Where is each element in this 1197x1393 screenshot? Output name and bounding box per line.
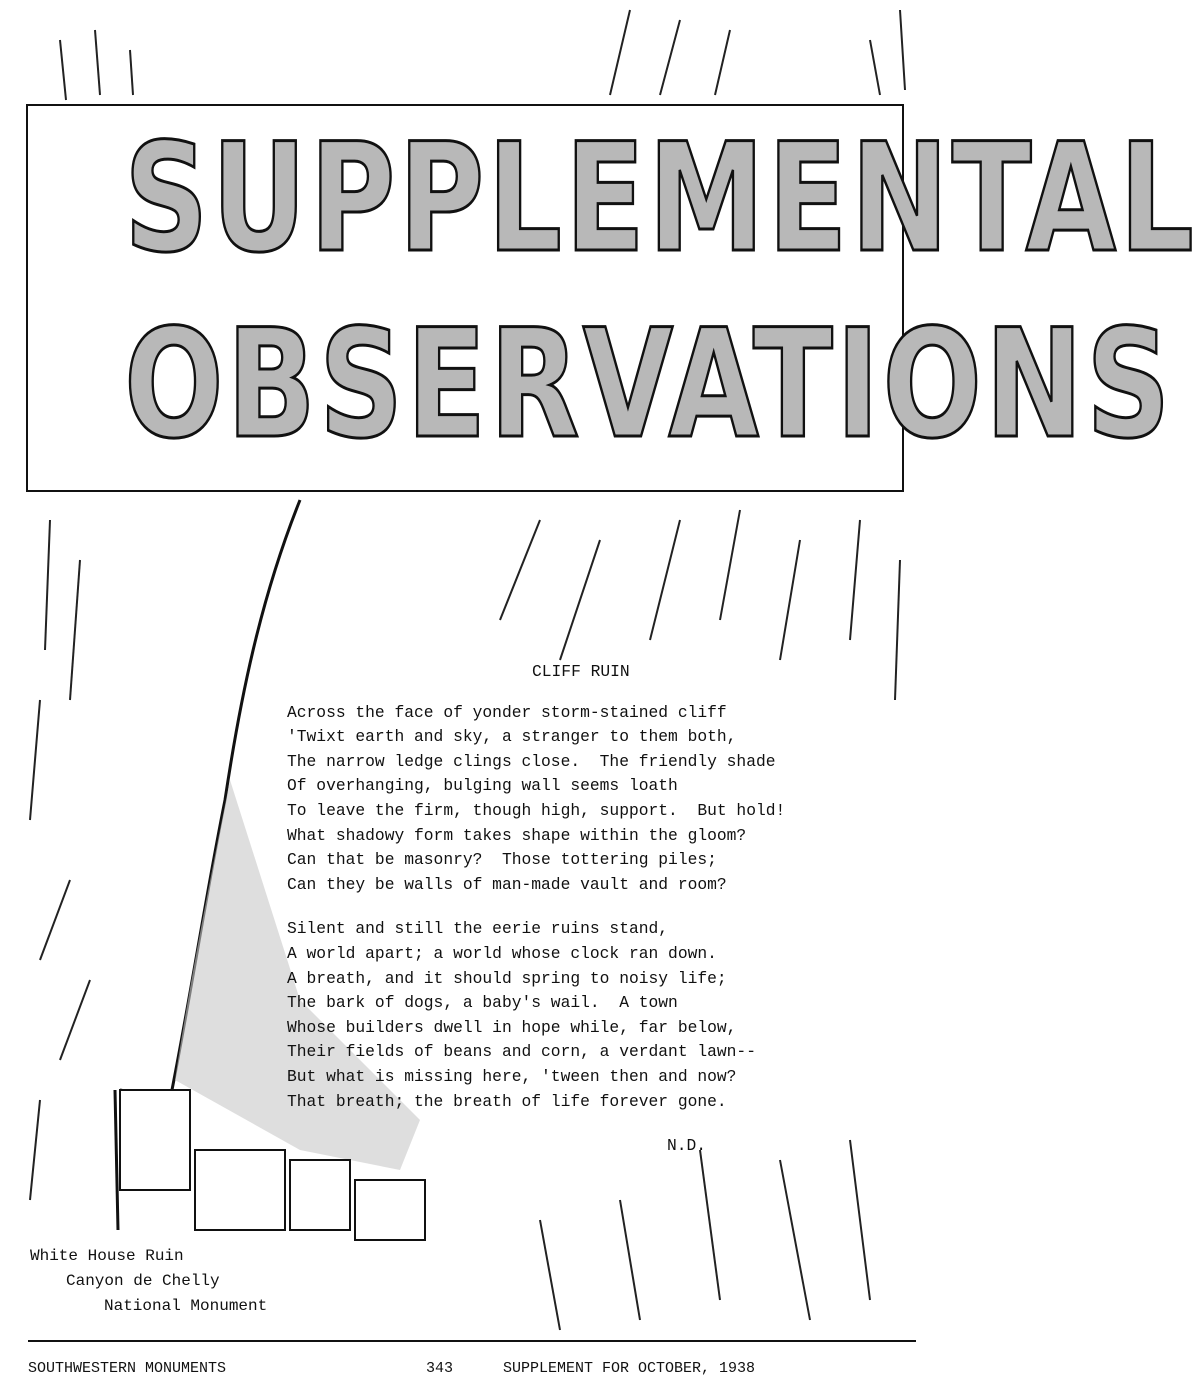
poem-line: But what is missing here, 'tween then and now? [287,1066,737,1086]
poem-line: Of overhanging, bulging wall seems loath [287,776,678,796]
poem-line: A breath, and it should spring to noisy life; [287,968,727,988]
footer-publication: SOUTHWESTERN MONUMENTS [28,1360,227,1377]
masthead-box [26,104,1197,492]
illustration-caption [30,1244,267,1319]
footer-rule [28,1340,916,1342]
poem-line: Can that be masonry? Those tottering piles; [287,850,717,870]
poem-title: CLIFF RUIN [532,662,630,681]
footer-page-number: 343 [426,1360,454,1377]
poem-line: A world apart; a world whose clock ran down. [287,943,717,963]
caption-line: National Monument [104,1297,268,1315]
poem-stanza-2 [287,917,932,1114]
poem-line: Across the face of yonder storm-stained cliff [287,702,727,722]
caption-line: White House Ruin [30,1247,184,1265]
poem-line: That breath; the breath of life forever gone. [287,1091,727,1111]
masthead-title-line-2: OBSERVATIONS [124,298,1174,472]
poem-line: To leave the firm, though high, support. But hold! [287,800,786,820]
caption-line: Canyon de Chelly [66,1272,220,1290]
poem-line: The bark of dogs, a baby's wail. A town [287,993,678,1013]
poem-line: Can they be walls of man-made vault and room? [287,874,727,894]
poem-line: Their fields of beans and corn, a verdant lawn-- [287,1042,756,1062]
poem-line: Whose builders dwell in hope while, far below, [287,1017,737,1037]
poem-signature: N.D. [667,1136,707,1156]
poem-stanza-1 [287,701,932,898]
poem-line: The narrow ledge clings close. The friendly shade [287,751,776,771]
poem-line: What shadowy form takes shape within the gloom? [287,825,747,845]
poem [287,660,932,1159]
footer-supplement-date: SUPPLEMENT FOR OCTOBER, 1938 [503,1360,756,1377]
poem-line: Silent and still the eerie ruins stand, [287,919,669,939]
masthead-title-line-1: SUPPLEMENTAL [124,112,1197,286]
poem-line: 'Twixt earth and sky, a stranger to them both, [287,727,737,747]
